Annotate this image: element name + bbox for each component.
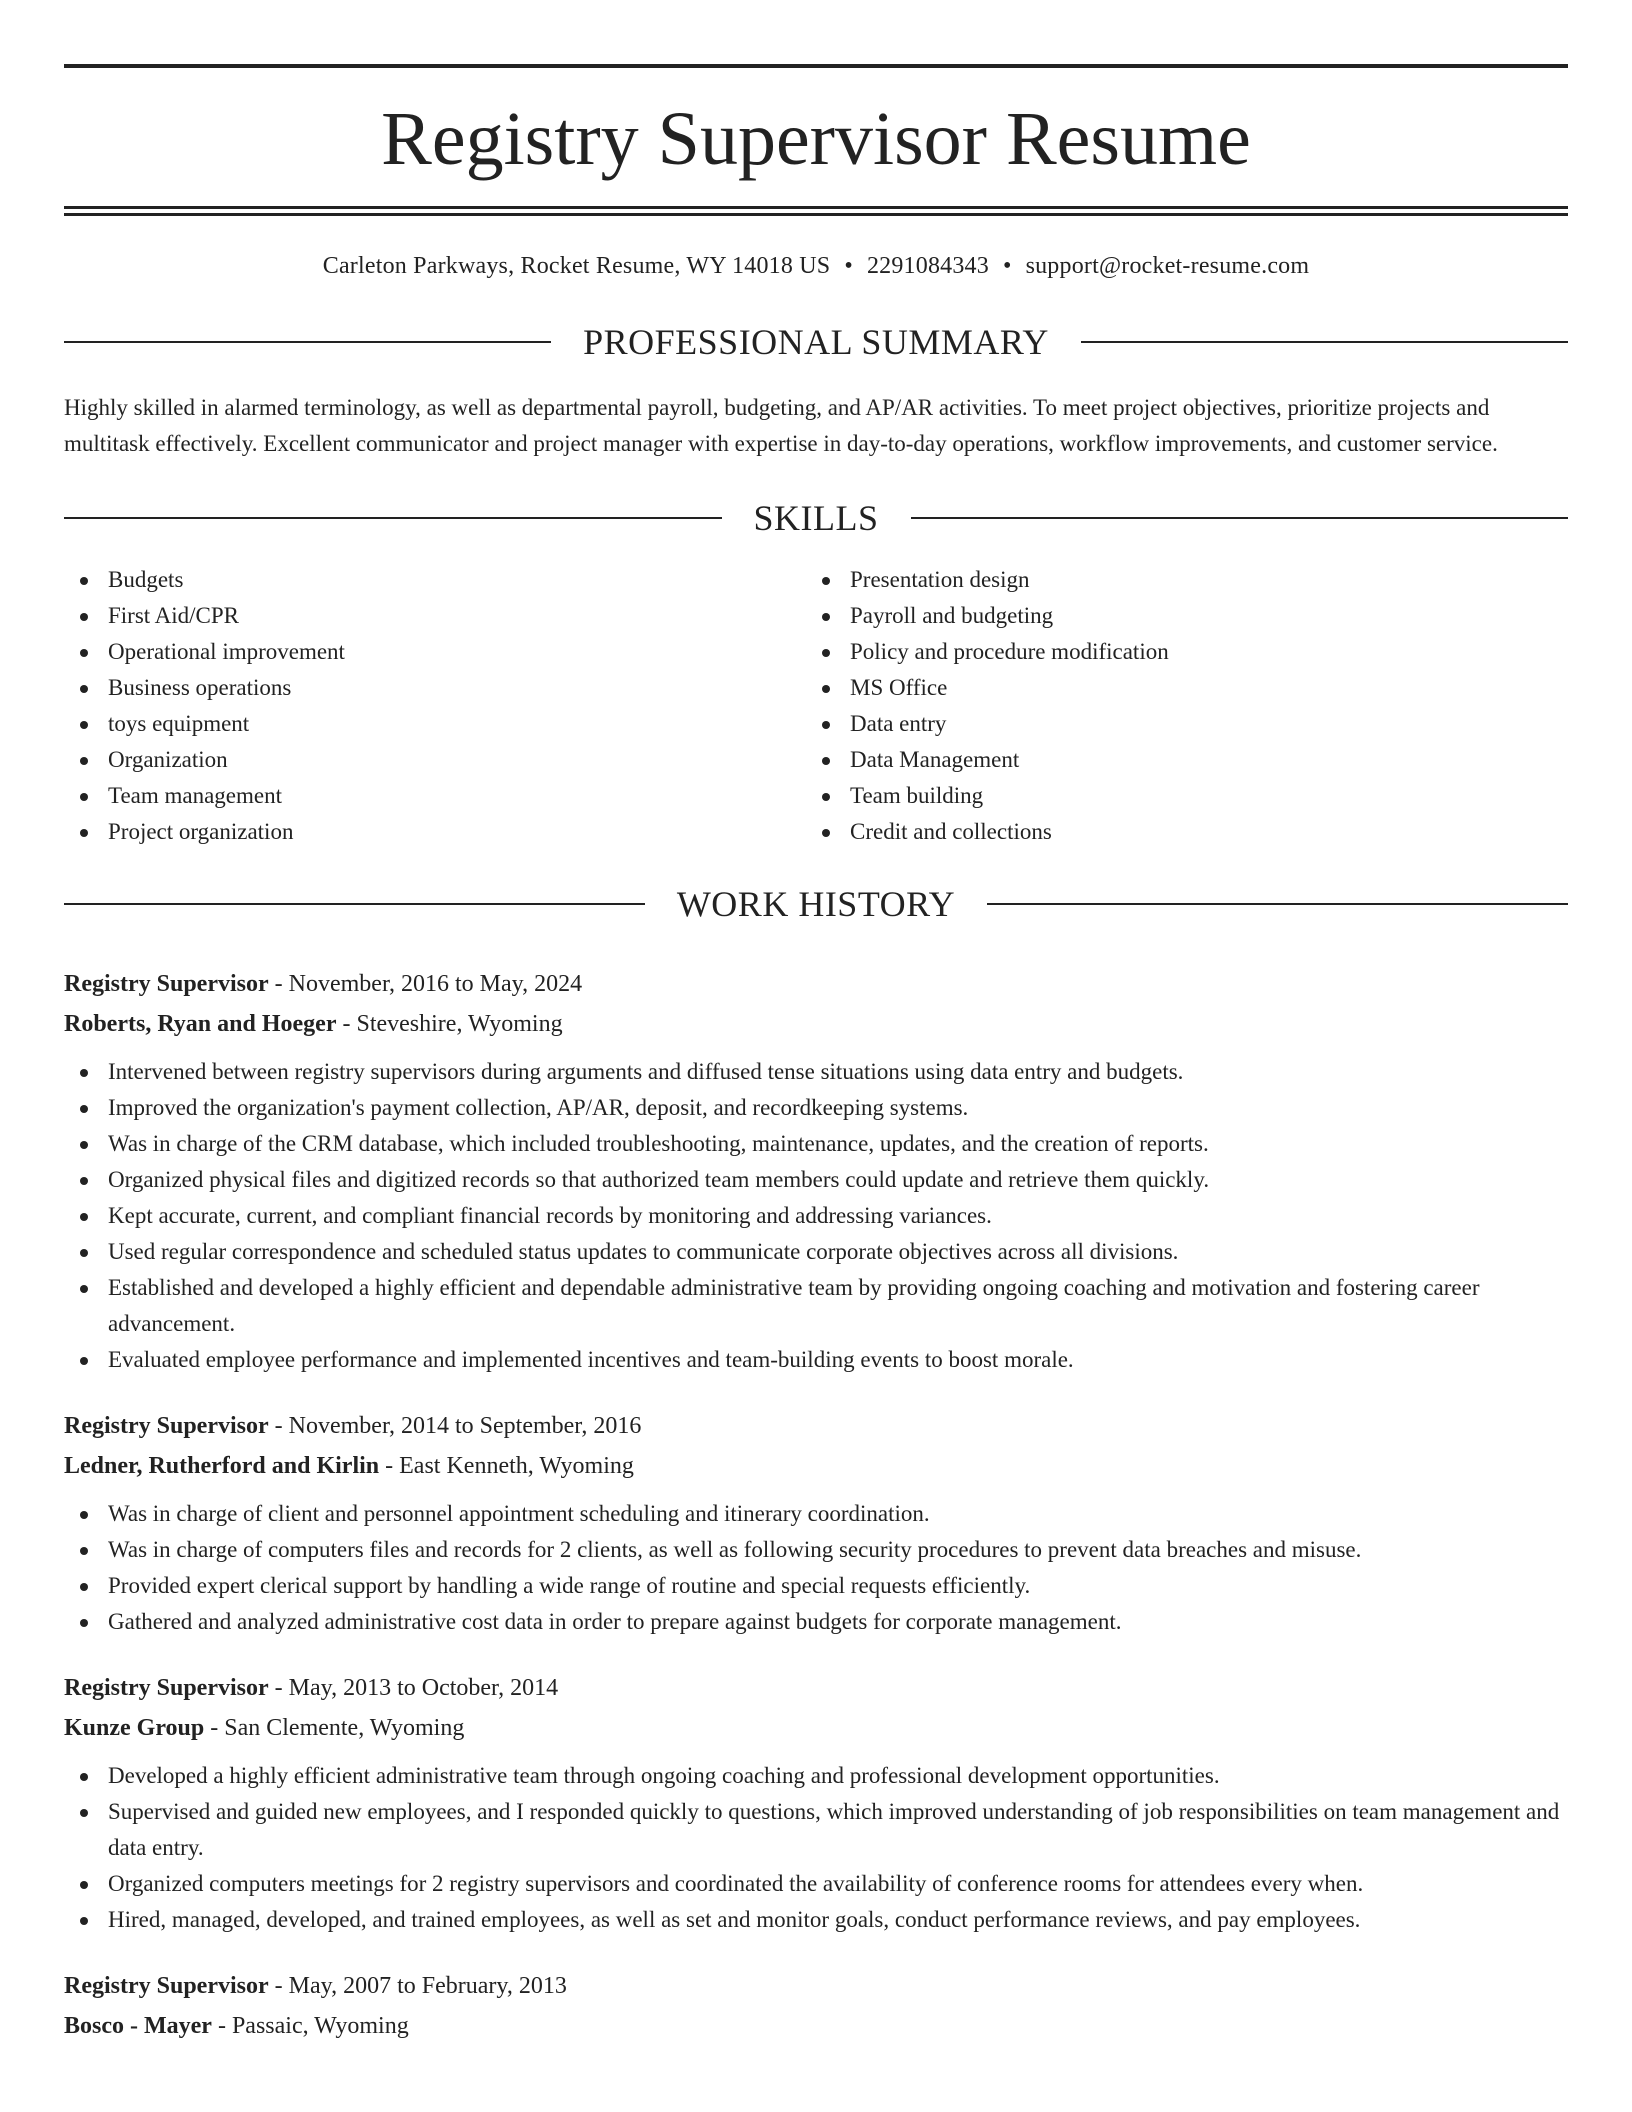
job-bullet [64, 1604, 1568, 1640]
title-double-rule [64, 206, 1568, 216]
skill-item [64, 598, 806, 634]
job-entry [64, 964, 1568, 1378]
skill-item-text: First Aid/CPR [108, 603, 240, 628]
skill-item-text: Payroll and budgeting [850, 603, 1054, 628]
bullet-icon [80, 1213, 88, 1221]
job-bullet-text: Was in charge of computers files and records for 2 clients, as well as following security procedures to prevent data breaches and misuse. [108, 1537, 1362, 1562]
heading-rule [64, 517, 722, 519]
job-company: Kunze Group [64, 1715, 205, 1741]
bullet-icon [80, 793, 88, 801]
job-bullet [64, 1532, 1568, 1568]
bullet-icon [80, 829, 88, 837]
bullet-icon [80, 1619, 88, 1627]
job-company: Ledner, Rutherford and Kirlin [64, 1453, 380, 1479]
skill-item [806, 778, 1548, 814]
job-title-line [64, 964, 1568, 1004]
contact-address: Carleton Parkways, Rocket Resume, WY 14018 US [322, 253, 831, 279]
heading-rule [1081, 341, 1568, 343]
job-title: Registry Supervisor [64, 971, 269, 997]
bullet-icon [80, 721, 88, 729]
job-bullet [64, 1090, 1568, 1126]
bullet-icon [80, 1105, 88, 1113]
job-dates: - November, 2016 to May, 2024 [274, 971, 583, 997]
bullet-icon [80, 1177, 88, 1185]
job-bullet [64, 1198, 1568, 1234]
heading-rule [64, 341, 551, 343]
bullet-icon [80, 1809, 88, 1817]
contact-separator: • [1002, 253, 1012, 279]
skill-item-text: Policy and procedure modification [850, 639, 1169, 664]
summary-text: Highly skilled in alarmed terminology, as well as departmental payroll, budgeting, and AP/AR activities. To meet project objectives, prioritize projects and multitask effectively. Excellent communicator and project manager with expertise in day-to-day operations, workflow improvements, and customer service. [64, 395, 1498, 456]
work-history-list [64, 964, 1568, 2046]
job-dates: - November, 2014 to September, 2016 [274, 1413, 642, 1439]
skill-item-text: Business operations [108, 675, 292, 700]
job-company: Bosco - Mayer [64, 2013, 212, 2039]
job-bullet [64, 1866, 1568, 1902]
skill-item [64, 706, 806, 742]
skill-item [64, 778, 806, 814]
bullet-icon [80, 1583, 88, 1591]
skill-item-text: Credit and collections [850, 819, 1052, 844]
bullet-icon [80, 1881, 88, 1889]
job-title-line [64, 1966, 1568, 2006]
skill-item-text: Team management [108, 783, 283, 808]
bullet-icon [80, 1357, 88, 1365]
skill-item [806, 742, 1548, 778]
skills-column-left [64, 562, 806, 850]
job-bullet-text: Was in charge of client and personnel appointment scheduling and itinerary coordination. [108, 1501, 930, 1526]
job-title: Registry Supervisor [64, 1973, 269, 1999]
resume-page [64, 64, 1568, 2046]
job-bullet [64, 1342, 1568, 1378]
job-bullet-text: Organized physical files and digitized records so that authorized team members could update and retrieve them quickly. [108, 1167, 1210, 1192]
skill-item [806, 634, 1548, 670]
job-location: - Steveshire, Wyoming [342, 1011, 563, 1037]
job-bullet [64, 1568, 1568, 1604]
job-entry [64, 1406, 1568, 1640]
bullet-icon [822, 793, 830, 801]
job-bullets [64, 1758, 1568, 1938]
bullet-icon [80, 1249, 88, 1257]
skill-item-text: toys equipment [108, 711, 250, 736]
job-bullet [64, 1162, 1568, 1198]
skill-item [64, 634, 806, 670]
section-title: PROFESSIONAL SUMMARY [583, 322, 1049, 362]
skill-item-text: Data Management [850, 747, 1020, 772]
job-bullet [64, 1126, 1568, 1162]
job-bullets [64, 1054, 1568, 1378]
job-entry [64, 1966, 1568, 2046]
bullet-icon [822, 649, 830, 657]
skill-item [806, 598, 1548, 634]
skill-item [64, 742, 806, 778]
bullet-icon [822, 685, 830, 693]
contact-email: support@rocket-resume.com [1025, 253, 1310, 279]
bullet-icon [822, 721, 830, 729]
bullet-icon [80, 1917, 88, 1925]
heading-rule [987, 903, 1568, 905]
job-bullet-text: Hired, managed, developed, and trained employees, as well as set and monitor goals, conduct performance reviews, and pay employees. [108, 1907, 1361, 1932]
job-bullet [64, 1794, 1568, 1866]
job-company-line [64, 2006, 1568, 2046]
job-bullet [64, 1270, 1568, 1342]
skill-item [64, 670, 806, 706]
section-title: SKILLS [753, 498, 879, 538]
job-bullet [64, 1054, 1568, 1090]
job-company-line [64, 1708, 1568, 1748]
skill-item [806, 562, 1548, 598]
job-bullet-text: Gathered and analyzed administrative cost data in order to prepare against budgets for corporate management. [108, 1609, 1122, 1634]
bullet-icon [80, 1773, 88, 1781]
job-location: - East Kenneth, Wyoming [385, 1453, 634, 1479]
section-title: WORK HISTORY [676, 884, 956, 924]
resume-title: Registry Supervisor Resume [381, 97, 1251, 181]
bullet-icon [822, 577, 830, 585]
skill-item [806, 670, 1548, 706]
skill-item-text: MS Office [850, 675, 948, 700]
job-bullet-text: Kept accurate, current, and compliant financial records by monitoring and addressing variances. [108, 1203, 992, 1228]
job-bullet-text: Improved the organization's payment collection, AP/AR, deposit, and recordkeeping systems. [108, 1095, 969, 1120]
job-bullet-text: Provided expert clerical support by handling a wide range of routine and special requests efficiently. [108, 1573, 1031, 1598]
skill-item-text: Team building [850, 783, 984, 808]
job-bullet-text: Developed a highly efficient administrative team through ongoing coaching and professional development opportunities. [108, 1763, 1220, 1788]
contact-phone: 2291084343 [866, 253, 989, 279]
job-bullet-text: Established and developed a highly efficient and dependable administrative team by providing ongoing coaching and motivation and fostering career advancement. [108, 1275, 1480, 1336]
job-bullet-text: Intervened between registry supervisors during arguments and diffused tense situations using data entry and budgets. [108, 1059, 1184, 1084]
job-bullet [64, 1902, 1568, 1938]
job-dates: - May, 2007 to February, 2013 [274, 1973, 567, 1999]
job-title-line [64, 1406, 1568, 1446]
bullet-icon [80, 1069, 88, 1077]
job-company-line [64, 1446, 1568, 1486]
job-bullet [64, 1758, 1568, 1794]
skill-item [64, 814, 806, 850]
bullet-icon [80, 1285, 88, 1293]
job-bullet-text: Used regular correspondence and scheduled status updates to communicate corporate objectives across all divisions. [108, 1239, 1179, 1264]
job-title: Registry Supervisor [64, 1675, 269, 1701]
job-dates: - May, 2013 to October, 2014 [274, 1675, 559, 1701]
skill-item [806, 706, 1548, 742]
bullet-icon [80, 1547, 88, 1555]
skill-item-text: Data entry [850, 711, 947, 736]
job-bullet-text: Supervised and guided new employees, and I responded quickly to questions, which improved understanding of job responsibilities on team management and data entry. [108, 1799, 1560, 1860]
section-heading-work [64, 886, 1568, 922]
section-heading-summary [64, 324, 1568, 360]
job-title: Registry Supervisor [64, 1413, 269, 1439]
skill-item-text: Organization [108, 747, 228, 772]
heading-rule [911, 517, 1569, 519]
job-title-line [64, 1668, 1568, 1708]
job-location: - San Clemente, Wyoming [210, 1715, 465, 1741]
job-bullet [64, 1234, 1568, 1270]
job-bullet-text: Evaluated employee performance and implemented incentives and team-building events to boost morale. [108, 1347, 1074, 1372]
job-location: - Passaic, Wyoming [217, 2013, 409, 2039]
heading-rule [64, 903, 645, 905]
skill-item [64, 562, 806, 598]
job-company-line [64, 1004, 1568, 1044]
job-entry [64, 1668, 1568, 1938]
section-heading-skills [64, 500, 1568, 536]
bullet-icon [80, 757, 88, 765]
bullet-icon [822, 757, 830, 765]
bullet-icon [80, 1511, 88, 1519]
skill-item-text: Budgets [108, 567, 184, 592]
skill-item-text: Presentation design [850, 567, 1030, 592]
skill-item [806, 814, 1548, 850]
bullet-icon [822, 829, 830, 837]
bullet-icon [80, 685, 88, 693]
contact-separator: • [844, 253, 853, 279]
job-bullet [64, 1496, 1568, 1532]
bullet-icon [80, 613, 88, 621]
contact-line [64, 253, 1568, 280]
bullet-icon [822, 613, 830, 621]
skill-item-text: Operational improvement [108, 639, 345, 664]
skills-grid [64, 562, 1568, 850]
job-bullet-text: Was in charge of the CRM database, which included troubleshooting, maintenance, updates, and the creation of reports. [108, 1131, 1209, 1156]
bullet-icon [80, 577, 88, 585]
job-company: Roberts, Ryan and Hoeger [64, 1011, 337, 1037]
skills-column-right [806, 562, 1548, 850]
skill-item-text: Project organization [108, 819, 294, 844]
bullet-icon [80, 1141, 88, 1149]
job-bullet-text: Organized computers meetings for 2 registry supervisors and coordinated the availability of conference rooms for attendees every when. [108, 1871, 1364, 1896]
job-bullets [64, 1496, 1568, 1640]
bullet-icon [80, 649, 88, 657]
